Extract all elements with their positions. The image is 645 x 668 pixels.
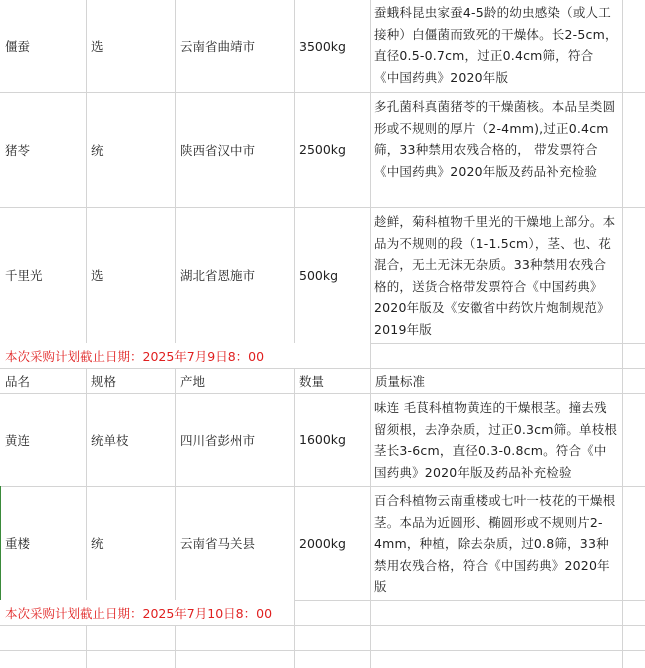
table-cell-name[interactable]: 猪苓 xyxy=(5,142,31,158)
header-quantity[interactable]: 数量 xyxy=(299,373,325,389)
header-spec[interactable]: 规格 xyxy=(91,373,117,389)
table-cell-standard[interactable]: 味连 毛茛科植物黄连的干燥根茎。撞去残留须根，去净杂质，过正0.3cm筛。单枝根茎长3-6cm，直径0.3-0.8cm。符合《中国药典》2020年版及药品补充检验 xyxy=(374,400,618,480)
table-cell-quantity[interactable]: 2000kg xyxy=(299,535,346,551)
deadline-notice[interactable]: 本次采购计划截止日期：2025年7月10日8：00 xyxy=(0,600,294,625)
table-cell-spec[interactable]: 统单枝 xyxy=(91,432,129,448)
table-cell-name[interactable]: 黄连 xyxy=(5,432,31,448)
row-divider xyxy=(0,650,645,651)
table-cell-spec[interactable]: 选 xyxy=(91,39,104,54)
table-cell-quantity[interactable]: 3500kg xyxy=(299,38,346,54)
empty-cell[interactable] xyxy=(0,625,86,650)
table-cell-origin[interactable]: 湖北省恩施市 xyxy=(180,268,256,283)
table-cell-name[interactable]: 僵蚕 xyxy=(5,39,31,54)
table-cell-standard[interactable]: 趁鲜，菊科植物千里光的干燥地上部分。本品为不规则的段（1-1.5cm），茎、也、花混合，无土无沫无杂质。33种禁用农残合格的，送货合格带发票符合《中国药典》2020年版及《安徽省中药饮片炮制规范》2019年版 xyxy=(374,214,616,337)
table-cell-standard[interactable]: 多孔菌科真菌猪苓的干燥菌核。本品呈类圆形或不规则的厚片（2-4mm),过正0.4cm筛，33种禁用农残合格的， 带发票符合《中国药典》2020年版及药品补充检验 xyxy=(374,99,616,179)
row-divider xyxy=(0,625,645,626)
table-cell-name[interactable]: 千里光 xyxy=(5,268,43,283)
deadline-notice[interactable]: 本次采购计划截止日期：2025年7月9日8：00 xyxy=(0,343,370,368)
column-divider xyxy=(622,0,623,668)
table-cell-origin[interactable]: 云南省马关县 xyxy=(180,536,256,551)
table-cell-standard[interactable]: 蚕蛾科昆虫家蚕4-5龄的幼虫感染（或人工接种）白僵菌而致死的干燥体。长2-5cm，直径0.5-0.7cm，过正0.4cm筛，符合《中国药典》2020年版 xyxy=(374,5,618,85)
table-cell-origin[interactable]: 陕西省汉中市 xyxy=(180,142,256,158)
table-cell-quantity[interactable]: 1600kg xyxy=(299,432,346,447)
table-cell-quantity[interactable]: 500kg xyxy=(299,267,339,283)
empty-cell[interactable] xyxy=(0,650,86,668)
header-standard[interactable]: 质量标准 xyxy=(375,373,426,389)
table-cell-name[interactable]: 重楼 xyxy=(5,536,31,551)
table-cell-standard[interactable]: 百合科植物云南重楼或七叶一枝花的干燥根茎。本品为近圆形、椭圆形或不规则片2-4mm，种植，除去杂质，过0.8筛，33种禁用农残合格，符合《中国药典》2020年版 xyxy=(374,493,616,594)
table-cell-origin[interactable]: 云南省曲靖市 xyxy=(180,39,256,54)
table-cell-spec[interactable]: 选 xyxy=(91,268,104,283)
table-cell-spec[interactable]: 统 xyxy=(91,142,104,158)
table-cell-origin[interactable]: 四川省彭州市 xyxy=(180,432,256,448)
table-cell-quantity[interactable]: 2500kg xyxy=(299,142,346,157)
header-origin[interactable]: 产地 xyxy=(180,373,206,389)
header-name[interactable]: 品名 xyxy=(5,373,31,389)
table-cell-spec[interactable]: 统 xyxy=(91,536,104,551)
